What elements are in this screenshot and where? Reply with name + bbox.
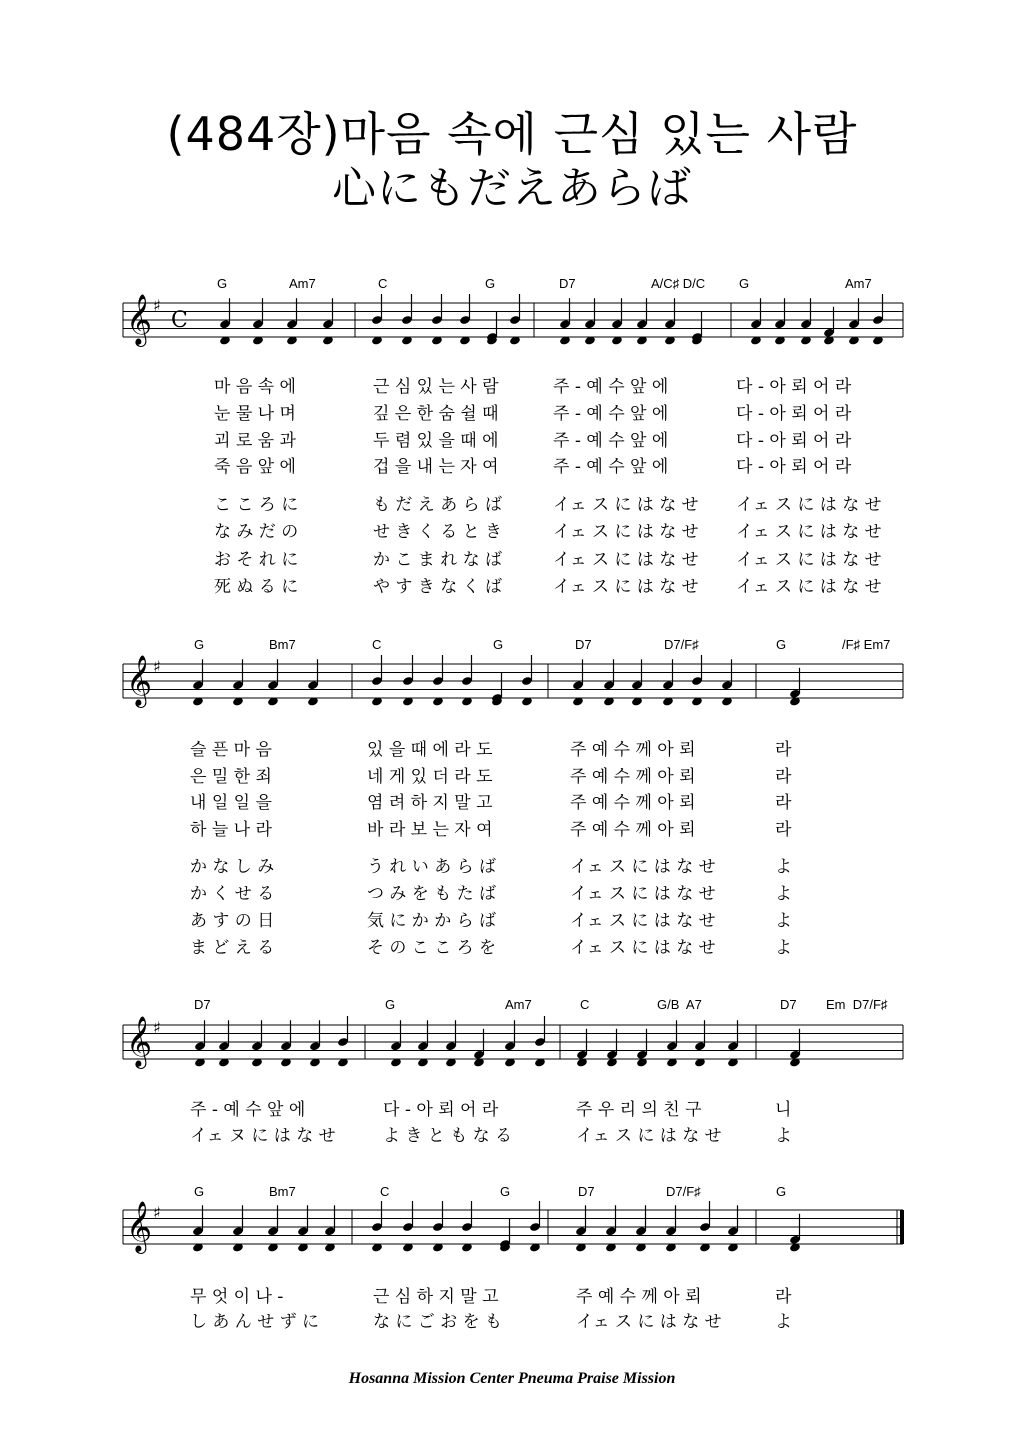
chord-symbol: D7 (559, 276, 576, 291)
lyric-japanese: イェ ス に は な せ (553, 495, 699, 515)
chord-symbol: C (378, 276, 388, 291)
chord-symbol: G (776, 637, 787, 652)
lyric-japanese: し あ ん せ ず に (190, 1312, 320, 1332)
chord-symbol: /F♯ Em7 (842, 637, 891, 652)
lyric-korean: 니 (775, 1100, 792, 1120)
lyric-korean: 다 - 아 뢰 어 라 (383, 1100, 499, 1120)
lyric-korean: 주 예 수 께 아 뢰 (576, 1287, 702, 1307)
lyric-korean: 주 - 예 수 앞 에 (553, 457, 669, 477)
chord-symbol: G (493, 637, 504, 652)
lyric-korean: 하 늘 나 라 (190, 820, 272, 840)
lyric-korean: 주 - 예 수 앞 에 (190, 1100, 306, 1120)
lyric-japanese: よ (775, 857, 792, 877)
lyric-japanese: せ き く る と き (373, 522, 503, 542)
lyric-japanese: 気 に か か ら ば (367, 911, 497, 931)
lyric-japanese: か な し み (190, 857, 275, 877)
lyric-japanese: イェ ス に は な せ (553, 550, 699, 570)
lyric-korean: 주 예 수 께 아 뢰 (570, 740, 696, 760)
lyric-japanese: イェ ス に は な せ (736, 577, 882, 597)
lyric-japanese: も だ え あ ら ば (373, 495, 503, 515)
lyric-japanese: な み だ の (214, 522, 299, 542)
lyric-korean: 라 (775, 767, 792, 787)
chord-symbol: Bm7 (269, 637, 296, 652)
lyric-korean: 주 우 리 의 친 구 (576, 1100, 702, 1120)
chord-symbol: Em D7/F♯ (826, 997, 888, 1012)
lyric-korean: 주 - 예 수 앞 에 (553, 377, 669, 397)
chord-symbol: G (217, 276, 228, 291)
lyric-korean: 주 예 수 께 아 뢰 (570, 820, 696, 840)
lyric-japanese: あ す の 日 (190, 911, 275, 931)
chord-symbol: C (580, 997, 590, 1012)
chord-symbol: G (194, 637, 205, 652)
lyric-japanese: 死 ぬ る に (214, 577, 299, 597)
lyric-japanese: そ の こ こ ろ を (367, 938, 497, 958)
chord-symbol: G (485, 276, 496, 291)
lyric-japanese: イェ ス に は な せ (576, 1312, 722, 1332)
lyric-korean: 바 라 보 는 자 여 (367, 820, 493, 840)
chord-symbol: A/C♯ D/C (651, 276, 706, 291)
title-japanese: 心にもだえあらば (332, 163, 692, 214)
lyric-korean: 네 게 있 더 라 도 (367, 767, 493, 787)
lyric-japanese: お そ れ に (214, 550, 299, 570)
chord-symbol: Bm7 (269, 1184, 296, 1199)
lyric-korean: 슬 픈 마 음 (190, 740, 272, 760)
lyric-japanese: や す き な く ば (373, 577, 503, 597)
lyric-japanese: よ き と も な る (383, 1126, 513, 1146)
sharp-icon: ♯ (153, 296, 161, 315)
sharp-icon: ♯ (153, 657, 161, 676)
lyric-japanese: イェ ス に は な せ (570, 884, 716, 904)
lyric-japanese: こ こ ろ に (214, 495, 299, 515)
lyric-korean: 두 렴 있 을 때 에 (373, 431, 499, 451)
chord-symbol: G (500, 1184, 511, 1199)
chord-symbol: D7/F♯ (666, 1184, 701, 1199)
lyric-korean: 주 예 수 께 아 뢰 (570, 767, 696, 787)
lyric-korean: 근 심 하 지 말 고 (373, 1287, 499, 1307)
chord-symbol: G (194, 1184, 205, 1199)
lyric-korean: 있 을 때 에 라 도 (367, 740, 493, 760)
lyric-japanese: よ (775, 1126, 792, 1146)
chord-symbol: Am7 (505, 997, 532, 1012)
lyric-japanese: イェ ス に は な せ (736, 522, 882, 542)
title-korean: (484장)마음 속에 근심 있는 사람 (166, 107, 858, 161)
lyric-korean: 눈 물 나 며 (214, 404, 296, 424)
chord-symbol: Am7 (289, 276, 316, 291)
lyric-japanese: ま ど え る (190, 938, 275, 958)
lyric-japanese: イェ ヌ に は な せ (190, 1126, 336, 1146)
treble-clef-icon: 𝄞 (126, 1201, 153, 1252)
treble-clef-icon: 𝄞 (126, 294, 153, 345)
lyric-japanese: つ み を も た ば (367, 884, 497, 904)
lyric-korean: 다 - 아 뢰 어 라 (736, 431, 852, 451)
chord-symbol: Am7 (845, 276, 872, 291)
lyric-japanese: イェ ス に は な せ (553, 522, 699, 542)
lyric-korean: 라 (775, 740, 792, 760)
lyric-korean: 다 - 아 뢰 어 라 (736, 404, 852, 424)
lyric-korean: 염 려 하 지 말 고 (367, 793, 493, 813)
lyric-korean: 근 심 있 는 사 람 (373, 377, 499, 397)
lyric-japanese: イェ ス に は な せ (553, 577, 699, 597)
lyric-korean: 은 밀 한 죄 (190, 767, 272, 787)
sharp-icon: ♯ (153, 1203, 161, 1222)
lyric-korean: 주 예 수 께 아 뢰 (570, 793, 696, 813)
chord-symbol: G/B A7 (657, 997, 702, 1012)
chord-symbol: D7 (575, 637, 592, 652)
lyric-korean: 주 - 예 수 앞 에 (553, 431, 669, 451)
treble-clef-icon: 𝄞 (126, 1016, 153, 1067)
lyric-korean: 깊 은 한 숨 쉴 때 (373, 404, 499, 424)
lyric-japanese: な に ご お を も (373, 1312, 503, 1332)
chord-symbol: C (380, 1184, 390, 1199)
lyric-japanese: イェ ス に は な せ (570, 857, 716, 877)
lyric-korean: 마 음 속 에 (214, 377, 296, 397)
lyric-korean: 내 일 일 을 (190, 793, 272, 813)
lyric-japanese: イェ ス に は な せ (570, 911, 716, 931)
chord-symbol: D7/F♯ (664, 637, 699, 652)
chord-symbol: G (385, 997, 396, 1012)
lyric-korean: 괴 로 움 과 (214, 431, 296, 451)
lyric-japanese: か こ ま れ な ば (373, 550, 503, 570)
lyric-korean: 라 (775, 793, 792, 813)
lyric-korean: 다 - 아 뢰 어 라 (736, 377, 852, 397)
lyric-japanese: か く せ る (190, 884, 275, 904)
lyric-japanese: イェ ス に は な せ (570, 938, 716, 958)
lyric-korean: 겁 을 내 는 자 여 (373, 457, 499, 477)
lyric-korean: 죽 음 앞 에 (214, 457, 296, 477)
treble-clef-icon: 𝄞 (126, 655, 153, 706)
footer-credit: Hosanna Mission Center Pneuma Praise Mission (348, 1370, 676, 1387)
lyric-japanese: イェ ス に は な せ (736, 550, 882, 570)
lyric-korean: 무 엇 이 나 - (190, 1287, 284, 1307)
lyric-japanese: イェ ス に は な せ (736, 495, 882, 515)
sharp-icon: ♯ (153, 1018, 161, 1037)
chord-symbol: C (372, 637, 382, 652)
chord-symbol: D7 (194, 997, 211, 1012)
chord-symbol: G (739, 276, 750, 291)
common-time-icon: C (171, 308, 188, 333)
chord-symbol: D7 (578, 1184, 595, 1199)
lyric-korean: 라 (775, 1287, 792, 1307)
lyric-japanese: う れ い あ ら ば (367, 857, 497, 877)
lyric-korean: 주 - 예 수 앞 에 (553, 404, 669, 424)
lyric-japanese: よ (775, 884, 792, 904)
lyric-korean: 라 (775, 820, 792, 840)
lyric-japanese: よ (775, 938, 792, 958)
lyric-japanese: よ (775, 911, 792, 931)
lyric-japanese: よ (775, 1312, 792, 1332)
lyric-korean: 다 - 아 뢰 어 라 (736, 457, 852, 477)
lyric-japanese: イェ ス に は な せ (576, 1126, 722, 1146)
chord-symbol: G (776, 1184, 787, 1199)
chord-symbol: D7 (780, 997, 797, 1012)
